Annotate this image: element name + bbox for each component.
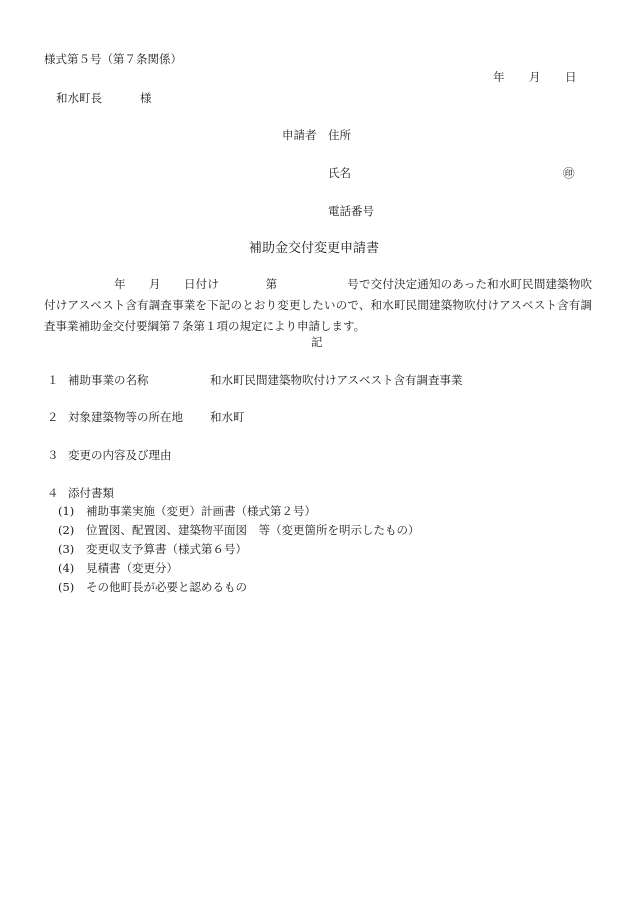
item-4-label: 添付書類 (68, 486, 114, 500)
item-1-number: １ (47, 373, 59, 387)
attachment-number: (1) (58, 504, 75, 518)
item-4-number: ４ (47, 486, 59, 500)
item-2-label: 対象建築物等の所在地 (68, 410, 183, 424)
form-label: 様式第５号（第７条関係） (44, 52, 182, 66)
date-year: 年 (493, 70, 505, 84)
item-1-label: 補助事業の名称 (68, 373, 149, 387)
date-month: 月 (529, 70, 541, 84)
attachment-text: 変更収支予算書（様式第６号） (86, 542, 247, 556)
item-2-number: ２ (47, 410, 59, 424)
addressee-name: 和水町長 (56, 91, 102, 105)
attachment-text: その他町長が必要と認めるもの (86, 580, 247, 594)
item-3-number: ３ (47, 448, 59, 462)
document-title: 補助金交付変更申請書 (249, 241, 380, 256)
attachment-number: (4) (58, 561, 75, 575)
addressee-honorific: 様 (140, 91, 152, 105)
attachment-item (58, 582, 247, 594)
attachment-item (58, 506, 316, 518)
attachment-text: 補助事業実施（変更）計画書（様式第２号） (86, 504, 316, 518)
date-day: 日 (565, 70, 577, 84)
attachment-text: 位置図、配置図、建築物平面図 等（変更箇所を明示したもの） (86, 523, 420, 537)
item-1-value: 和水町民間建築物吹付けアスベスト含有調査事業 (210, 373, 463, 387)
attachment-number: (5) (58, 580, 75, 594)
phone-label: 電話番号 (328, 204, 374, 218)
attachment-item (58, 544, 247, 556)
attachment-text: 見積書（変更分） (86, 561, 178, 575)
ki-heading: 記 (311, 335, 323, 349)
item-3-label: 変更の内容及び理由 (68, 448, 172, 462)
attachment-item (58, 563, 178, 575)
attachment-item (58, 525, 420, 537)
attachment-number: (2) (58, 523, 75, 537)
seal-mark: ㊞ (563, 166, 575, 180)
address-label: 住所 (328, 128, 351, 142)
applicant-label: 申請者 (282, 128, 317, 142)
body-paragraph: 年 月 日付け 第 号で交付決定通知のあった和水町民間建築物吹付けアスベスト含有調査事業を下記のとおり変更したいので、和水町民間建築物吹付けアスベスト含有調査事業補助金交付要綱第７条第１項の規定により申請します。 (44, 277, 592, 333)
attachment-number: (3) (58, 542, 75, 556)
item-2-value: 和水町 (210, 410, 245, 424)
name-label: 氏名 (328, 166, 351, 180)
